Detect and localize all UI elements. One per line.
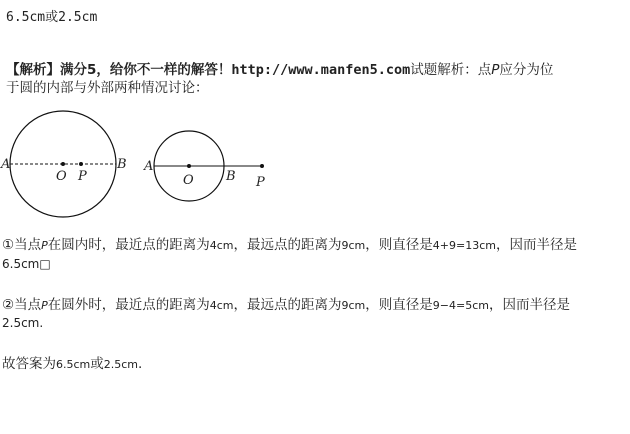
- label-a-left: A: [1, 157, 11, 172]
- intro-suffix: 应分为位: [499, 62, 554, 78]
- center-point-left: [61, 162, 65, 166]
- label-b-right: B: [226, 169, 236, 184]
- geometry-figure: [0, 108, 300, 220]
- brand-slogan: 满分5，给你不一样的解答！: [60, 62, 232, 78]
- case-1-line-1: ①当点P在圆内时，最近点的距离为4cm，最远点的距离为9cm，则直径是4+9=13cm，因而半径是: [2, 237, 577, 253]
- case-2-result: 2.5cm.: [2, 316, 44, 330]
- intro-prefix: 试题解析：点: [410, 62, 492, 78]
- analysis-line-2: 于圆的内部与外部两种情况讨论：: [6, 80, 209, 96]
- label-p-right: P: [256, 175, 265, 190]
- case-2-line-1: ②当点P在圆外时，最近点的距离为4cm，最远点的距离为9cm，则直径是9−4=5cm，因而半径是: [2, 297, 570, 313]
- label-b-left: B: [117, 157, 127, 172]
- point-p-label: P: [491, 62, 500, 78]
- answer-summary: 6.5cm或2.5cm: [6, 10, 98, 25]
- point-p-left: [79, 162, 83, 166]
- label-o-right: O: [183, 173, 194, 188]
- point-p-right: [260, 164, 264, 168]
- analysis-header: [6, 58, 553, 78]
- analysis-tag: 【解析】: [6, 62, 60, 78]
- center-point-right: [187, 164, 191, 168]
- label-p-left: P: [78, 169, 87, 184]
- case-1-result: 6.5cm□: [2, 257, 51, 271]
- source-url: http://www.manfen5.com: [231, 62, 411, 78]
- final-answer: 故答案为6.5cm或2.5cm.: [2, 356, 143, 372]
- label-o-left: O: [56, 169, 67, 184]
- label-a-right: A: [144, 159, 154, 174]
